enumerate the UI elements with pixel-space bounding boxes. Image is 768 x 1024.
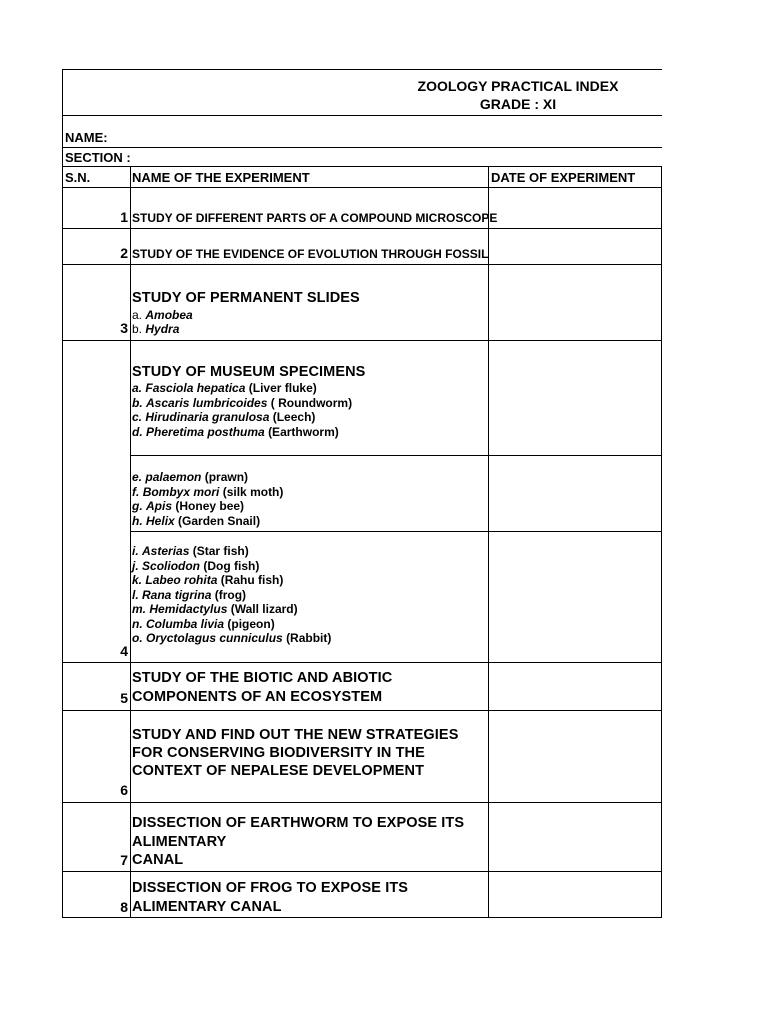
rule-top — [62, 69, 662, 70]
rule-row4 — [62, 662, 662, 663]
experiment-title: STUDY OF MUSEUM SPECIMENS — [132, 364, 366, 380]
item-scientific-name: Hemidactylus — [149, 602, 228, 616]
item-prefix: e. — [132, 470, 143, 484]
rule-row1 — [62, 228, 662, 229]
item-common-name: (Dog fish) — [203, 558, 260, 573]
experiment-title: STUDY OF THE EVIDENCE OF EVOLUTION THROUGH FOSSIL — [132, 247, 489, 261]
item-scientific-name: Hirudinaria granulosa — [145, 410, 270, 424]
item-scientific-name: Hydra — [145, 322, 180, 336]
rule-row6 — [62, 802, 662, 803]
item-prefix: j. — [132, 558, 139, 573]
rule-col-sn — [130, 166, 131, 918]
specimen-item — [132, 381, 352, 396]
row-number: 2 — [120, 245, 128, 261]
experiment-title-line: COMPONENTS OF AN ECOSYSTEM — [132, 689, 383, 705]
item-prefix: a. — [132, 381, 143, 395]
item-scientific-name: Columba livia — [146, 616, 225, 631]
specimen-item — [132, 617, 331, 632]
rule-left — [62, 69, 63, 918]
item-prefix: g. — [132, 499, 143, 513]
row-number: 1 — [120, 209, 128, 225]
specimen-group-2 — [132, 470, 283, 528]
row-number: 8 — [120, 899, 128, 915]
item-prefix: o. — [132, 631, 143, 645]
specimen-item — [132, 485, 283, 500]
rule-after-title — [62, 115, 662, 116]
row-number: 6 — [120, 782, 128, 798]
item-common-name: (Leech) — [272, 410, 316, 424]
item-prefix: f. — [132, 484, 140, 499]
specimen-item — [132, 410, 352, 425]
item-common-name: ( Roundworm) — [270, 395, 353, 410]
row-number: 4 — [120, 643, 128, 659]
item-scientific-name: Labeo rohita — [145, 573, 218, 587]
item-prefix: i. — [132, 544, 139, 558]
experiment-title: STUDY OF DIFFERENT PARTS OF A COMPOUND MICROSCOPE — [132, 211, 498, 225]
specimen-item — [132, 396, 352, 411]
rule-row5 — [62, 710, 662, 711]
item-prefix: l. — [132, 587, 139, 602]
rule-after-section — [62, 166, 662, 167]
item-common-name: (Honey bee) — [175, 499, 245, 513]
experiment-title: STUDY OF PERMANENT SLIDES — [132, 290, 360, 306]
item-scientific-name: Scoliodon — [142, 558, 201, 573]
item-prefix: a. — [132, 308, 143, 322]
item-prefix: b. — [132, 322, 143, 336]
item-common-name: (Liver fluke) — [248, 381, 317, 395]
item-prefix: n. — [132, 616, 143, 631]
experiment-title-line: STUDY OF THE BIOTIC AND ABIOTIC — [132, 670, 393, 686]
column-header-date: DATE OF EXPERIMENT — [491, 170, 636, 185]
item-prefix: b. — [132, 395, 143, 410]
item-common-name: (pigeon) — [227, 616, 275, 631]
item-scientific-name: Bombyx mori — [142, 484, 220, 499]
item-prefix: d. — [132, 424, 143, 439]
item-scientific-name: Oryctolagus cunniculus — [146, 631, 283, 645]
item-common-name: (Rabbit) — [286, 631, 332, 645]
row-number: 7 — [120, 852, 128, 868]
rule-row2 — [62, 264, 662, 265]
specimen-item — [132, 425, 352, 440]
specimen-item — [132, 470, 283, 485]
item-prefix: m. — [132, 602, 147, 616]
experiment-title-line: CONTEXT OF NEPALESE DEVELOPMENT — [132, 763, 425, 779]
rule-row4-a — [130, 455, 662, 456]
name-label: NAME: — [65, 130, 108, 145]
item-scientific-name: Ascaris lumbricoides — [146, 395, 268, 410]
item-common-name: (Star fish) — [192, 544, 249, 558]
item-prefix: k. — [132, 573, 143, 587]
specimen-item — [132, 544, 331, 559]
item-scientific-name: Amobea — [145, 308, 193, 322]
item-common-name: (Rahu fish) — [220, 573, 284, 587]
section-label: SECTION : — [65, 150, 131, 165]
rule-after-name — [62, 147, 662, 148]
item-common-name: (Earthworm) — [268, 424, 339, 439]
rule-col-date — [488, 166, 489, 918]
specimen-item — [132, 514, 283, 529]
rule-after-header — [62, 187, 662, 188]
rule-row4-b — [130, 531, 662, 532]
experiment-title-line: FOR CONSERVING BIODIVERSITY IN THE — [132, 745, 425, 761]
specimen-item — [132, 322, 179, 337]
specimen-item — [132, 499, 283, 514]
experiment-title-line: STUDY AND FIND OUT THE NEW STRATEGIES — [132, 727, 459, 743]
specimen-item — [132, 308, 193, 323]
item-scientific-name: Apis — [146, 499, 173, 513]
item-scientific-name: Fasciola hepatica — [145, 381, 246, 395]
specimen-item — [132, 573, 331, 588]
rule-row7 — [62, 871, 662, 872]
row-number: 3 — [120, 320, 128, 336]
specimen-group-3 — [132, 544, 331, 646]
rule-row3 — [62, 340, 662, 341]
specimen-item — [132, 602, 331, 617]
item-scientific-name: palaemon — [145, 470, 202, 484]
item-common-name: (Garden Snail) — [178, 513, 261, 528]
specimen-item — [132, 559, 331, 574]
item-common-name: (Wall lizard) — [230, 602, 298, 616]
specimen-group-1 — [132, 381, 352, 439]
item-scientific-name: Rana tigrina — [142, 587, 212, 602]
rule-right — [661, 166, 662, 918]
page-title: ZOOLOGY PRACTICAL INDEX — [417, 78, 619, 94]
item-prefix: c. — [132, 410, 143, 424]
item-common-name: (silk moth) — [222, 484, 284, 499]
specimen-item — [132, 588, 331, 603]
row-number: 5 — [120, 690, 128, 706]
grade-label: GRADE : XI — [479, 96, 557, 112]
item-common-name: (frog) — [214, 587, 247, 602]
item-common-name: (prawn) — [204, 470, 249, 484]
item-scientific-name: Pheretima posthuma — [146, 424, 265, 439]
item-prefix: h. — [132, 513, 143, 528]
item-scientific-name: Helix — [146, 513, 175, 528]
column-header-experiment: NAME OF THE EXPERIMENT — [132, 170, 310, 185]
item-scientific-name: Asterias — [142, 544, 190, 558]
experiment-title-line: DISSECTION OF EARTHWORM TO EXPOSE ITS — [132, 815, 465, 831]
specimen-item — [132, 631, 331, 646]
experiment-title-line: DISSECTION OF FROG TO EXPOSE ITS — [132, 880, 409, 896]
column-header-sn: S.N. — [65, 170, 91, 185]
experiment-title-line: CANAL — [132, 852, 184, 868]
rule-bottom — [62, 917, 662, 918]
experiment-title-line: ALIMENTARY CANAL — [132, 899, 282, 915]
experiment-title-line: ALIMENTARY — [132, 834, 227, 850]
